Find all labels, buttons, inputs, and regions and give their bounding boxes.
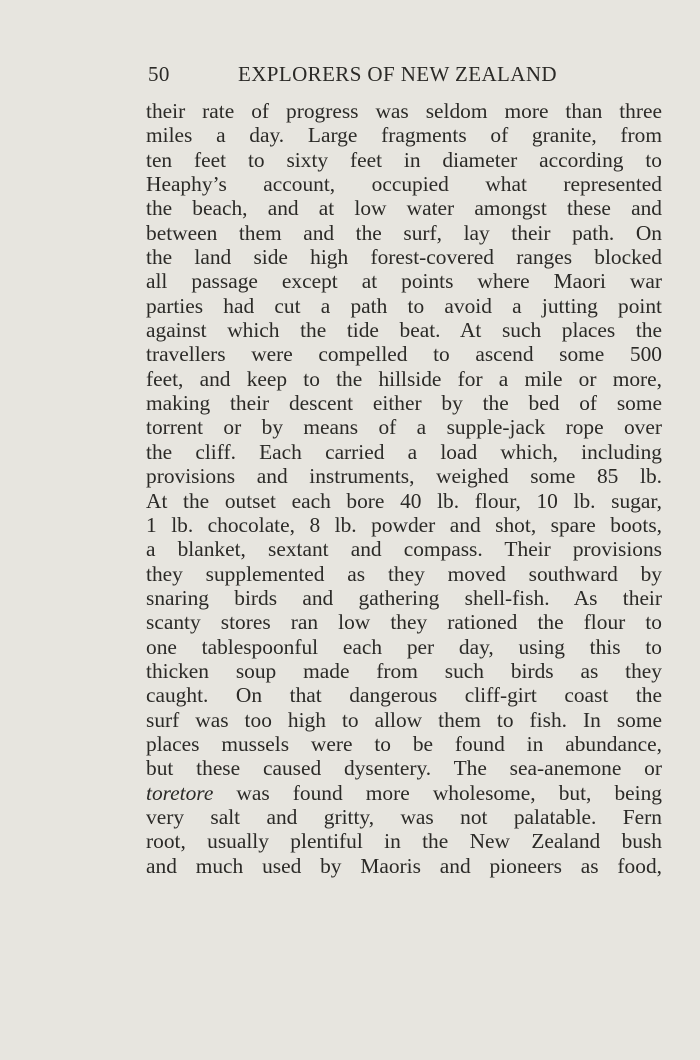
text-line: but these caused dysentery. The sea-anemone or <box>146 756 662 781</box>
text-line: ten feet to sixty feet in diameter according to <box>146 147 662 172</box>
text-line: miles a day. Large fragments of granite, from <box>146 123 662 148</box>
text-line: one tablespoonful each per day, using this to <box>146 634 662 659</box>
running-title: EXPLORERS OF NEW ZEALAND <box>238 62 557 86</box>
text-line-rest: was found more wholesome, but, being <box>236 780 662 805</box>
italic-term: toretore <box>146 780 214 805</box>
text-line: the cliff. Each carried a load which, including <box>146 439 662 464</box>
text-line: snaring birds and gathering shell-fish. As their <box>146 585 662 610</box>
running-head <box>148 60 568 88</box>
text-line: surf was too high to allow them to fish. In some <box>146 707 662 732</box>
text-line: At the outset each bore 40 lb. flour, 10 lb. sugar, <box>146 488 662 513</box>
text-line: torrent or by means of a supple-jack rope over <box>146 415 662 440</box>
page-number: 50 <box>148 62 170 86</box>
text-line: all passage except at points where Maori war <box>146 269 662 294</box>
text-line: Heaphy’s account, occupied what represented <box>146 172 662 197</box>
text-line: the land side high forest-covered ranges blocked <box>146 245 662 270</box>
text-line: a blanket, sextant and compass. Their provisions <box>146 537 662 562</box>
text-line: parties had cut a path to avoid a jutting point <box>146 293 662 318</box>
text-line: scanty stores ran low they rationed the flour to <box>146 610 662 635</box>
text-line: between them and the surf, lay their path. On <box>146 220 662 245</box>
text-line: and much used by Maoris and pioneers as food, <box>146 853 662 878</box>
text-line: they supplemented as they moved southward by <box>146 561 662 586</box>
text-line: 1 lb. chocolate, 8 lb. powder and shot, spare boots, <box>146 512 662 537</box>
text-line: very salt and gritty, was not palatable. Fern <box>146 804 662 829</box>
text-line: root, usually plentiful in the New Zealand bush <box>146 829 662 854</box>
text-line: caught. On that dangerous cliff-girt coast the <box>146 683 662 708</box>
text-line: against which the tide beat. At such places the <box>146 318 662 343</box>
text-line: provisions and instruments, weighed some 85 lb. <box>146 464 662 489</box>
text-line <box>146 781 662 805</box>
text-line: feet, and keep to the hillside for a mile or more, <box>146 366 662 391</box>
text-line: making their descent either by the bed of some <box>146 391 662 416</box>
text-line: thicken soup made from such birds as they <box>146 658 662 683</box>
body-text <box>146 99 662 878</box>
text-line: their rate of progress was seldom more than three <box>146 99 662 123</box>
text-line: travellers were compelled to ascend some 500 <box>146 342 662 367</box>
text-line: places mussels were to be found in abundance, <box>146 731 662 756</box>
text-line: the beach, and at low water amongst these and <box>146 196 662 221</box>
